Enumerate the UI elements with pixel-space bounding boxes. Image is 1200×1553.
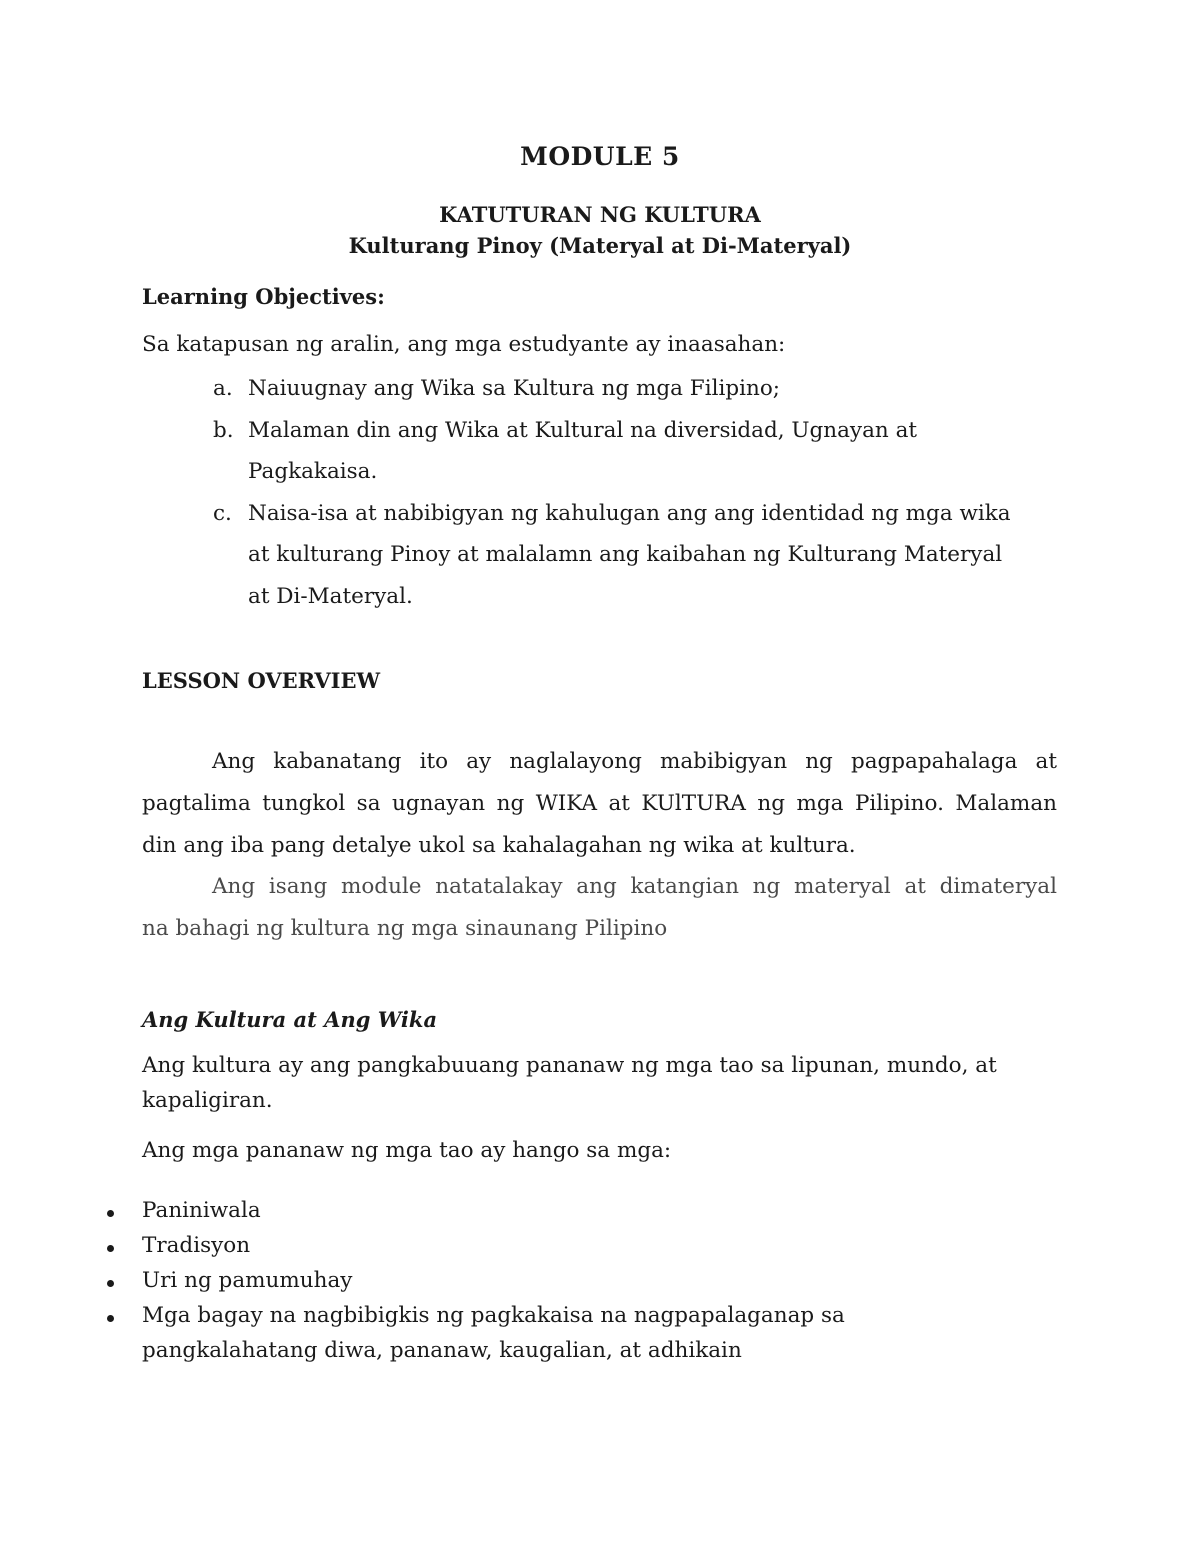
objective-item-line: Pagkakaisa. — [248, 459, 378, 484]
objective-item-line: at Di-Materyal. — [248, 584, 413, 609]
bullet-dot — [107, 1210, 114, 1217]
section-title: KATUTURAN NG KULTURA — [439, 202, 761, 227]
objective-marker: c. — [213, 501, 232, 526]
objective-item-line: at kulturang Pinoy at malalamn ang kaibahan ng Kulturang Materyal — [248, 542, 1003, 567]
overview-paragraph-line: na bahagi ng kultura ng mga sinaunang Pilipino — [142, 916, 668, 941]
objectives-heading: Learning Objectives: — [142, 284, 385, 309]
bullet-dot — [107, 1315, 114, 1322]
overview-paragraph-line: din ang iba pang detalye ukol sa kahalagahan ng wika at kultura. — [142, 833, 856, 858]
bullet-item: Mga bagay na nagbibigkis ng pagkakaisa na nagpapalaganap sa — [142, 1303, 845, 1328]
objective-item-line: Malaman din ang Wika at Kultural na diversidad, Ugnayan at — [248, 418, 918, 443]
kultura-definition-line: kapaligiran. — [142, 1088, 273, 1113]
objective-marker: b. — [213, 418, 234, 443]
bullet-dot — [107, 1245, 114, 1252]
bullet-dot — [107, 1280, 114, 1287]
objective-marker: a. — [213, 376, 233, 401]
section-subtitle: Kulturang Pinoy (Materyal at Di-Materyal) — [348, 233, 852, 258]
objective-item-line: Naiuugnay ang Wika sa Kultura ng mga Filipino; — [248, 376, 781, 401]
objective-item-line: Naisa-isa at nabibigyan ng kahulugan ang ang identidad ng mga wika — [248, 501, 1011, 526]
kultura-sources-intro: Ang mga pananaw ng mga tao ay hango sa mga: — [142, 1138, 672, 1163]
module-title: MODULE 5 — [520, 142, 680, 171]
overview-paragraph-line: Ang kabanatang ito ay naglalayong mabibigyan ng pagpapahalaga at — [212, 749, 1057, 774]
bullet-item: pangkalahatang diwa, pananaw, kaugalian, at adhikain — [142, 1338, 742, 1363]
kultura-heading: Ang Kultura at Ang Wika — [142, 1007, 438, 1032]
overview-paragraph-line: pagtalima tungkol sa ugnayan ng WIKA at KUlTURA ng mga Pilipino. Malaman — [142, 791, 1057, 816]
bullet-item: Paniniwala — [142, 1198, 261, 1223]
overview-heading: LESSON OVERVIEW — [142, 668, 381, 693]
bullet-item: Tradisyon — [142, 1233, 251, 1258]
kultura-definition-line: Ang kultura ay ang pangkabuuang pananaw ng mga tao sa lipunan, mundo, at — [142, 1053, 997, 1078]
objectives-intro: Sa katapusan ng aralin, ang mga estudyante ay inaasahan: — [142, 332, 786, 357]
overview-paragraph-line: Ang isang module natatalakay ang katangian ng materyal at dimateryal — [212, 874, 1057, 899]
bullet-item: Uri ng pamumuhay — [142, 1268, 353, 1293]
